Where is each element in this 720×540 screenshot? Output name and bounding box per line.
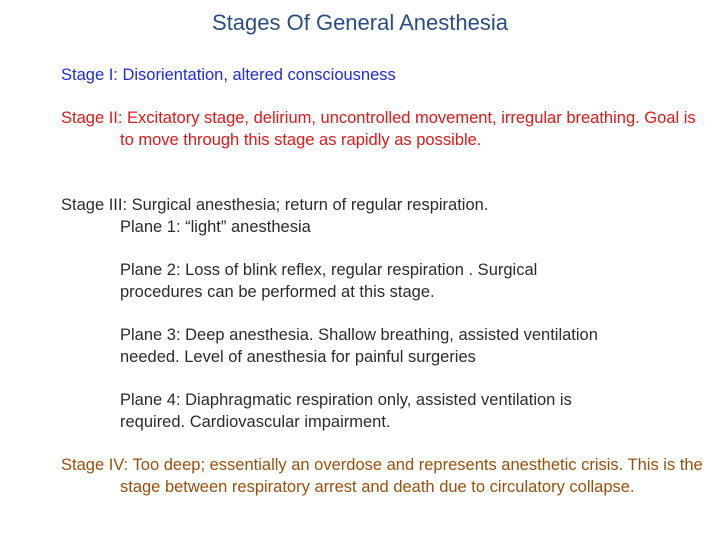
stage-1-text: Stage I: Disorientation, altered consciousness <box>61 66 396 84</box>
slide-title: Stages Of General Anesthesia <box>212 10 508 35</box>
stage-4-text: Stage IV: Too deep; essentially an overdose and represents anesthetic crisis. This is the stage between respiratory arrest and death due to circulatory collapse. <box>61 456 703 496</box>
stage-3-heading: Stage III: Surgical anesthesia; return of regular respiration. <box>61 196 489 214</box>
plane-1-text: Plane 1: “light” anesthesia <box>120 218 311 236</box>
stage-2-text: Stage II: Excitatory stage, delirium, uncontrolled movement, irregular breathing. Goal is to move through this stage as rapidly as possible. <box>61 109 696 149</box>
plane-4-text: Plane 4: Diaphragmatic respiration only, assisted ventilation is required. Cardiovascular impairment. <box>120 391 572 431</box>
plane-2-text: Plane 2: Loss of blink reflex, regular respiration . Surgical procedures can be performed at this stage. <box>120 261 538 301</box>
plane-3-text: Plane 3: Deep anesthesia. Shallow breathing, assisted ventilation needed. Level of anesthesia for painful surgeries <box>120 326 598 366</box>
